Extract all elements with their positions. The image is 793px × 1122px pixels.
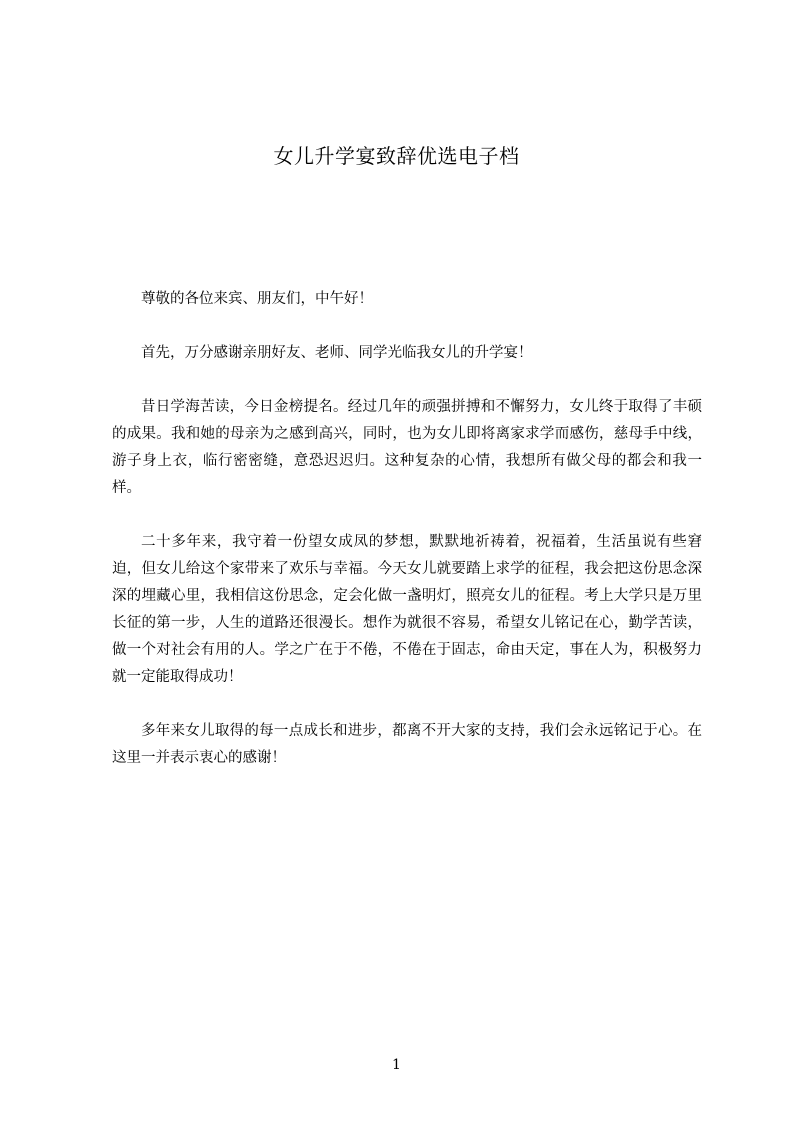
paragraph-closing: 多年来女儿取得的每一点成长和进步，都离不开大家的支持，我们会永远铭记于心。在这里一并表示衷心的感谢！: [112, 723, 702, 766]
paragraph-thanks: 首先，万分感谢亲朋好友、老师、同学光临我女儿的升学宴！: [141, 345, 533, 361]
document-title: 女儿升学宴致辞优选电子档: [273, 144, 520, 168]
document-body: [112, 286, 702, 799]
paragraph-greeting: 尊敬的各位来宾、朋友们，中午好！: [141, 291, 373, 307]
paragraph-wishes: 二十多年来，我守着一份望女成凤的梦想，默默地祈祷着，祝福着，生活虽说有些窘迫，但女儿给这个家带来了欢乐与幸福。今天女儿就要踏上求学的征程，我会把这份思念深深的埋藏心里，我相信这份思念，定会化做一盏明灯，照亮女儿的征程。考上大学只是万里长征的第一步，人生的道路还很漫长。想作为就很不容易，希望女儿铭记在心，勤学苦读，做一个对社会有用的人。学之广在于不倦，不倦在于固志，命由天定，事在人为，积极努力就一定能取得成功！: [112, 534, 702, 685]
paragraph-achievement: 昔日学海苦读，今日金榜提名。经过几年的顽强拼搏和不懈努力，女儿终于取得了丰硕的成果。我和她的母亲为之感到高兴，同时，也为女儿即将离家求学而感伤，慈母手中线，游子身上衣，临行密密缝，意恐迟迟归。这种复杂的心情，我想所有做父母的都会和我一样。: [112, 399, 702, 496]
page-number: 1: [392, 1057, 401, 1073]
